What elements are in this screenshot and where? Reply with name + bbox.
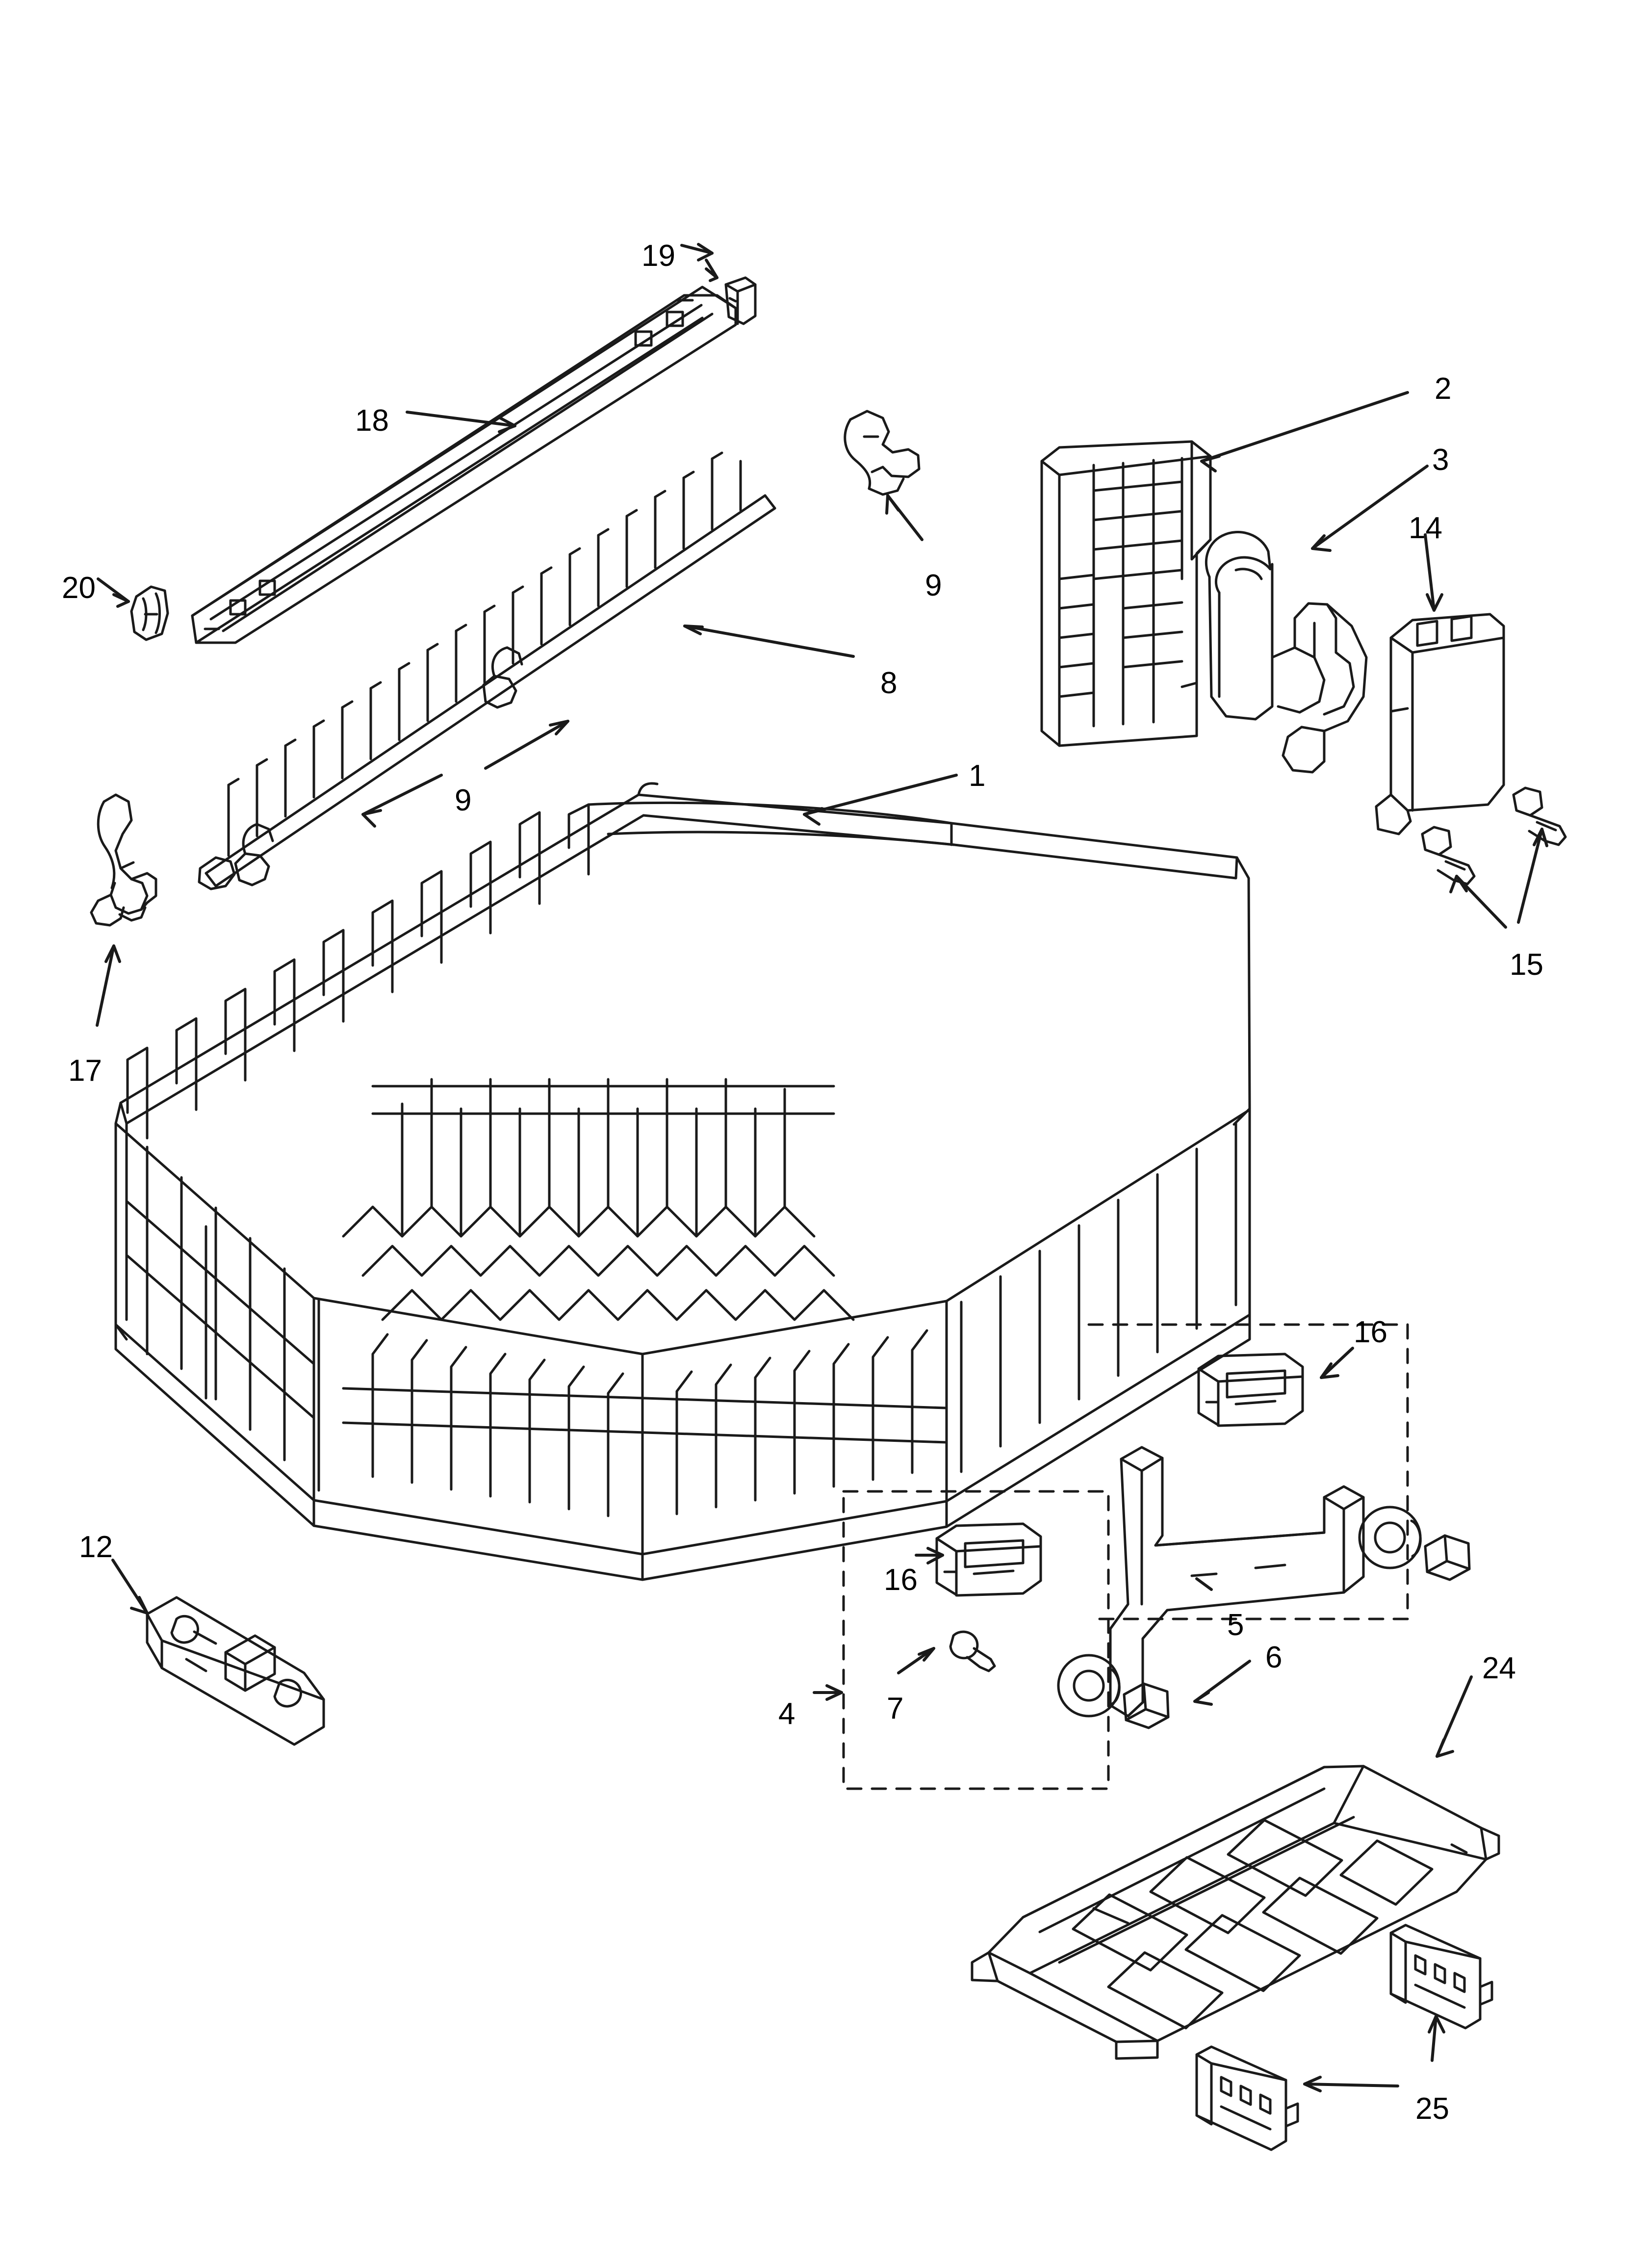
callout-5: 5 (1227, 1608, 1244, 1642)
part-20-track-end-plug (131, 587, 168, 640)
part-19-track-stop-clip (726, 278, 755, 324)
callout-24: 24 (1482, 1651, 1516, 1685)
callout-9-lower: 9 (455, 783, 472, 817)
callout-25: 25 (1415, 2092, 1449, 2126)
part-16-track-end-cap-lower (937, 1524, 1041, 1595)
callout-9-upper: 9 (925, 569, 942, 602)
callout-19: 19 (641, 239, 675, 273)
part-14-cover-plate (1376, 614, 1504, 834)
callout-1: 1 (969, 759, 986, 793)
callout-18: 18 (355, 404, 389, 438)
callout-3: 3 (1432, 443, 1449, 477)
part-9-tine-clip-upper (845, 411, 919, 495)
callout-6: 6 (1265, 1641, 1283, 1674)
callout-4: 4 (778, 1697, 795, 1731)
callout-15: 15 (1510, 948, 1543, 982)
callout-17: 17 (68, 1054, 102, 1088)
part-8-tine-row (199, 453, 775, 889)
callout-2: 2 (1435, 372, 1452, 406)
callout-12: 12 (79, 1530, 113, 1564)
callout-7: 7 (887, 1692, 904, 1725)
callout-20: 20 (62, 571, 96, 605)
part-17-rack-clip-hook (91, 795, 156, 925)
callout-14: 14 (1409, 511, 1442, 545)
part-1-upper-dishrack (116, 783, 1250, 1580)
part-2-rack-adjuster (1042, 442, 1210, 746)
part-6-roller-wheels (1058, 1507, 1469, 1728)
part-3-adjuster-lever (1206, 532, 1366, 772)
part-5-rack-slide-rail (1110, 1447, 1363, 1716)
callout-8: 8 (880, 666, 898, 700)
callout-16-upper: 16 (1354, 1315, 1387, 1349)
part-12-rack-stop-bracket (147, 1597, 324, 1745)
callout-16-lower: 16 (884, 1563, 918, 1597)
part-16-track-end-cap-upper (1199, 1354, 1303, 1426)
part-24-cup-shelf-tray (972, 1766, 1499, 2059)
part-7-roller-stud (950, 1632, 995, 1671)
leader-lines (97, 244, 1547, 2091)
